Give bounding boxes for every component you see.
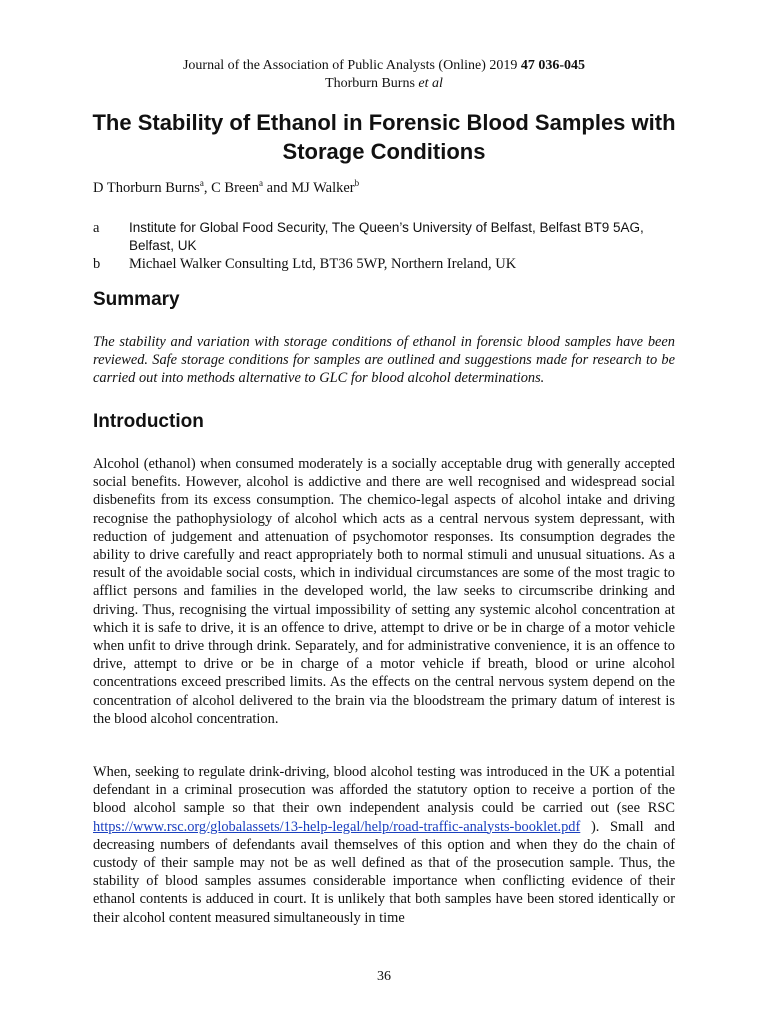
author-name: MJ Walker <box>291 180 355 196</box>
journal-name: Journal of the Association of Public Analysts (Online) 2019 <box>182 58 518 73</box>
journal-citation <box>0 57 768 75</box>
author-list <box>93 180 359 197</box>
introduction-paragraph-2 <box>93 763 675 927</box>
summary-heading: Summary <box>93 289 180 310</box>
running-author-name: Thorburn Burns <box>325 76 415 91</box>
author-affil-mark: a <box>259 178 264 189</box>
paragraph-text: ). Small and decreasing numbers of defendants avail themselves of this option and when they do the chain of custody of their sample may not be as well defined as that of the prosecution sample. Thus, the stability of blood samples assumes considerable importance when conflicting evidence of their ethanol contents is adduced in court. It is unlikely that both samples have been stored identically or their alcohol content measured simultaneously in time <box>93 818 675 926</box>
running-author-etal: et al <box>418 76 443 91</box>
summary-text: The stability and variation with storage conditions of ethanol in forensic blood samples have been reviewed. Safe storage conditions for samples are outlined and suggestions made for research to be carried out into methods alternative to GLC for blood alcohol determinations. <box>93 334 675 387</box>
affiliation-mark: b <box>93 256 101 272</box>
paragraph-text: When, seeking to regulate drink-driving, blood alcohol testing was introduced in the UK a potential defendant in a criminal prosecution was afforded the statutory option to receive a portion of the blood alcohol sample so that their own independent analysis could be carried out (see RSC <box>93 764 675 817</box>
affiliation-text: Institute for Global Food Security, The Queen’s University of Belfast, Belfast BT9 5AG, Belfast, UK <box>129 220 644 253</box>
affiliation-text: Michael Walker Consulting Ltd, BT36 5WP, Northern Ireland, UK <box>129 256 517 272</box>
author-name: C Breen <box>211 180 260 196</box>
paper-title: The Stability of Ethanol in Forensic Blood Samples with Storage Conditions <box>92 110 676 164</box>
introduction-paragraph-1: Alcohol (ethanol) when consumed moderately is a socially acceptable drug with generally accepted social benefits. However, alcohol is addictive and there are well recognised and widespread social disbenefits from its excess consumption. The chemico-legal aspects of alcohol intake and driving recognise the pathophysiology of alcohol which acts as a central nervous system depressant, with reduction of judgement and attenuation of psychomotor responses. Its consumption degrades the ability to drive carefully and react appropriately both to normal stimuli and unusual situations. As a result of the avoidable social costs, which in individual circumstances are some of the most tragic to afflict persons and families in the developed world, the law seeks to circumscribe drinking and driving. Thus, recognising the virtual impossibility of setting any systemic alcohol concentration at which it is safe to drive, it is an offence to drive, attempt to drive or be in charge of a motor vehicle when unfit to drive through drink. Separately, and for administrative convenience, it is an offence to drive, attempt to drive or be in charge of a motor vehicle if breath, blood or urine alcohol concentrations exceed prescribed limits. As the effects on the central nervous system depend on the concentration of alcohol delivered to the brain via the bloodstream the primary datum of interest is the blood alcohol concentration. <box>93 456 675 727</box>
author-separator: , <box>203 180 212 196</box>
introduction-heading: Introduction <box>93 411 204 432</box>
author-separator: and <box>263 180 292 196</box>
page-number: 36 <box>377 969 391 984</box>
affiliation-a <box>93 219 683 255</box>
rsc-booklet-link[interactable]: https://www.rsc.org/globalassets/13-help-legal/help/road-traffic-analysts-booklet.pdf <box>93 818 581 835</box>
author-affil-mark: a <box>199 178 204 189</box>
author-affil-mark: b <box>354 178 360 189</box>
journal-volume: 47 036-045 <box>520 58 586 73</box>
running-author <box>0 75 768 93</box>
affiliation-mark: a <box>93 220 100 236</box>
author-name: D Thorburn Burns <box>93 180 200 196</box>
affiliation-b <box>93 255 683 273</box>
